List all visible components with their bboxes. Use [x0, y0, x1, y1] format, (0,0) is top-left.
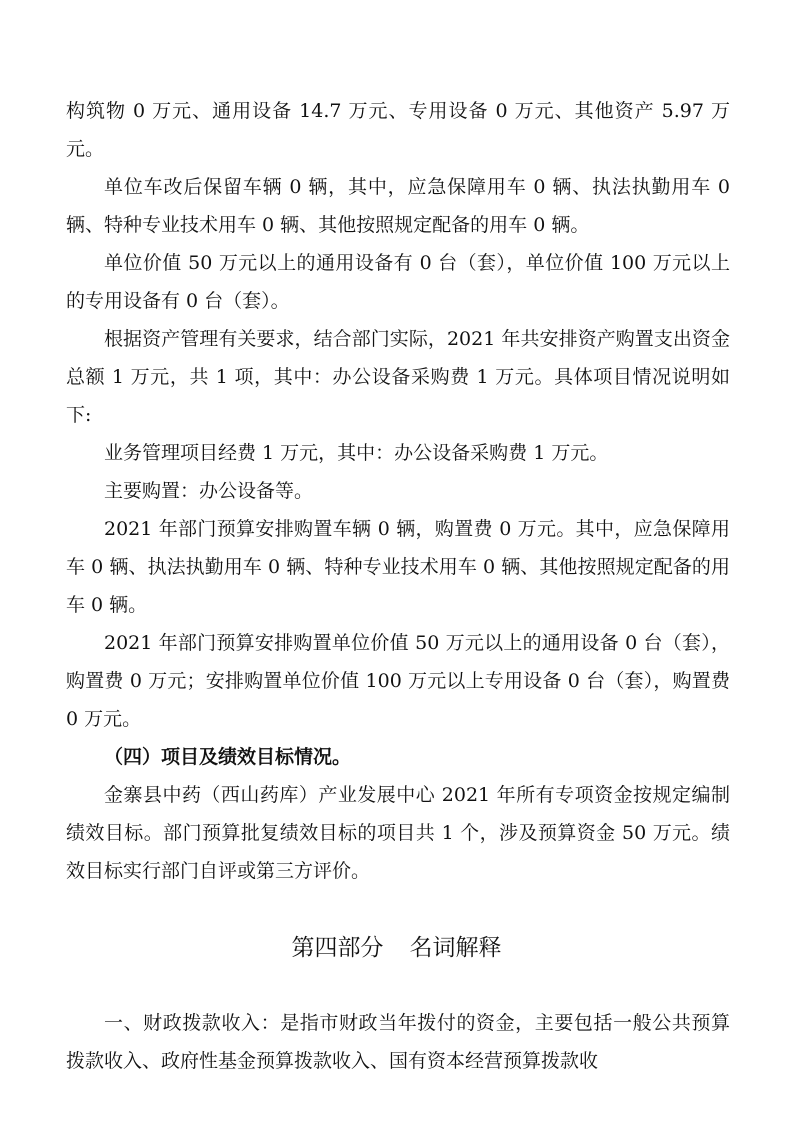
subheading-performance-goals: （四）项目及绩效目标情况。 [104, 746, 352, 768]
section-title: 名词解释 [409, 935, 502, 961]
section-heading [0, 928, 793, 968]
paragraph-definition-fiscal-income: 一、财政拨款收入：是指市财政当年拨付的资金，主要包括一般公共预算拨款收入、政府性基金预算拨款收入、国有资本经营预算拨款收 [66, 1012, 730, 1072]
section-part-label: 第四部分 [291, 935, 384, 961]
paragraph-vehicle-budget: 2021 年部门预算安排购置车辆 0 辆，购置费 0 万元。其中，应急保障用车 0 辆、执法执勤用车 0 辆、特种专业技术用车 0 辆、其他按照规定配备的用车 0 辆。 [66, 518, 730, 616]
paragraph-asset-purchase: 根据资产管理有关要求，结合部门实际，2021 年共安排资产购置支出资金总额 1 万元，共 1 项，其中：办公设备采购费 1 万元。具体项目情况说明如下: [66, 328, 730, 426]
paragraph-project-funds: 业务管理项目经费 1 万元，其中：办公设备采购费 1 万元。 [104, 442, 609, 464]
paragraph-performance-goals: 金寨县中药（西山药库）产业发展中心 2021 年所有专项资金按规定编制绩效目标。部门预算批复绩效目标的项目共 1 个，涉及预算资金 50 万元。绩效目标实行部门自评或第三方评价。 [66, 784, 730, 882]
paragraph-assets-continued: 构筑物 0 万元、通用设备 14.7 万元、专用设备 0 万元、其他资产 5.97 万元。 [66, 100, 730, 160]
paragraph-main-purchase: 主要购置：办公设备等。 [104, 480, 314, 502]
paragraph-equipment-budget: 2021 年部门预算安排购置单位价值 50 万元以上的通用设备 0 台（套），购置费 0 万元；安排购置单位价值 100 万元以上专用设备 0 台（套），购置费 0 万元。 [66, 632, 730, 730]
paragraph-equipment-value: 单位价值 50 万元以上的通用设备有 0 台（套），单位价值 100 万元以上的专用设备有 0 台（套）。 [66, 252, 730, 312]
paragraph-vehicles-retained: 单位车改后保留车辆 0 辆，其中，应急保障用车 0 辆、执法执勤用车 0 辆、特种专业技术用车 0 辆、其他按照规定配备的用车 0 辆。 [66, 176, 730, 236]
